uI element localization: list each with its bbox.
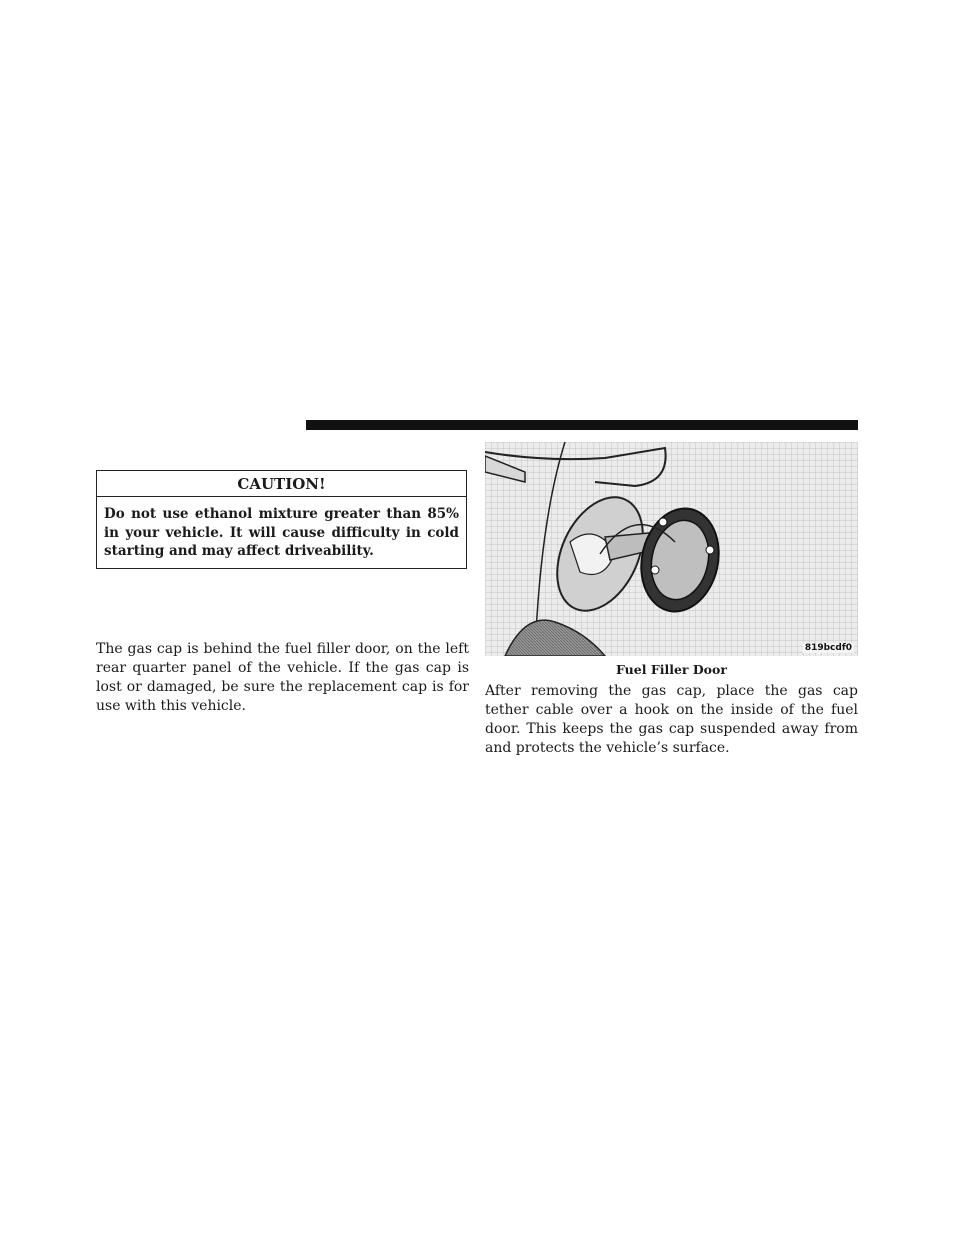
- caution-box: [96, 470, 467, 569]
- fuel-filler-door-illustration: [485, 442, 858, 656]
- figure-caption: Fuel Filler Door: [616, 662, 727, 677]
- gas-cap-location-paragraph: The gas cap is behind the fuel filler door, on the left rear quarter panel of the vehicle. If the gas cap is lost or damaged, be sure the replacement cap is for use with this vehicle.: [96, 641, 469, 714]
- section-header-bar: [306, 420, 858, 430]
- caution-title: CAUTION!: [97, 471, 466, 497]
- figure-code: 819bcdf0: [804, 643, 852, 653]
- fuel-filler-door-drawing: [485, 442, 858, 656]
- caution-text: Do not use ethanol mixture greater than 85% in your vehicle. It will cause difficulty in cold starting and may affect driveability.: [104, 506, 459, 559]
- tether-cable-paragraph: After removing the gas cap, place the gas cap tether cable over a hook on the inside of the fuel door. This keeps the gas cap suspended away from and protects the vehicle’s surface.: [485, 683, 858, 756]
